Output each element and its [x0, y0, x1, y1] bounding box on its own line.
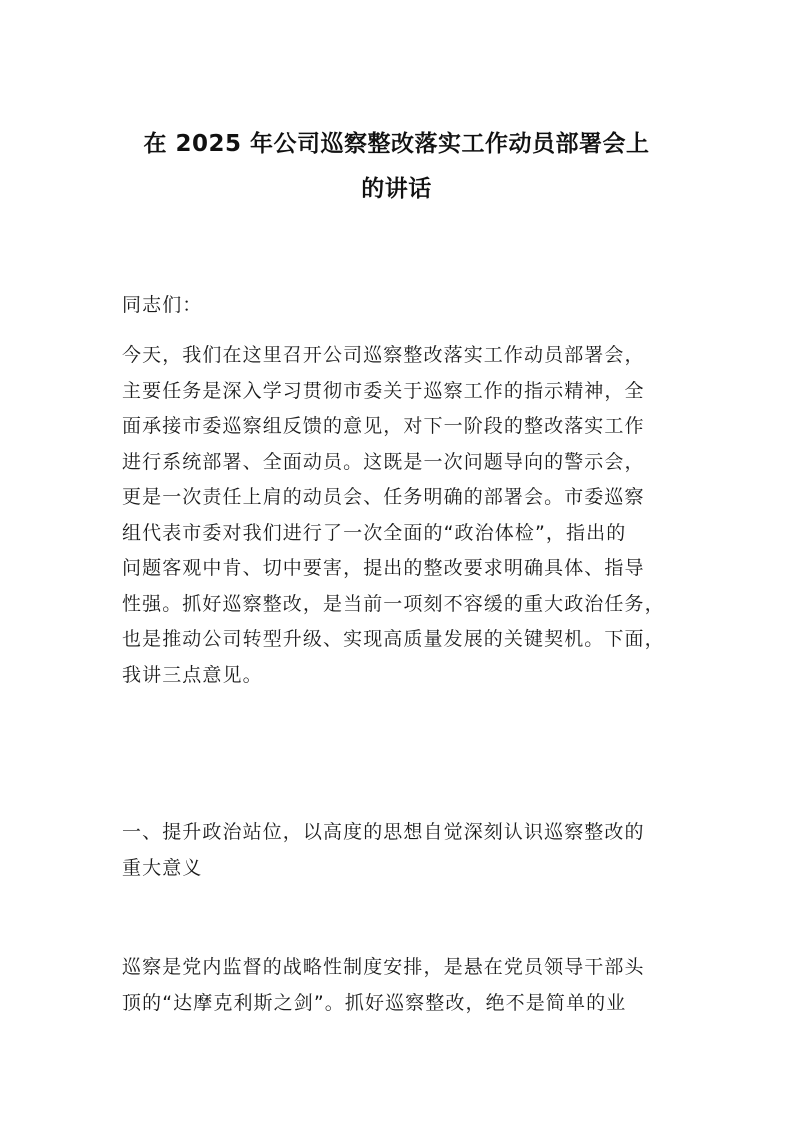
greeting-text: 同志们： — [122, 294, 203, 316]
paragraph-line: 面承接市委巡察组反馈的意见，对下一阶段的整改落实工作 — [122, 415, 645, 437]
heading-line: 一、提升政治站位，以高度的思想自觉深刻认识巡察整改的 — [122, 821, 645, 843]
paragraph-line: 顶的“达摩克利斯之剑”。抓好巡察整改，绝不是简单的业 — [122, 991, 627, 1014]
paragraph-line: 进行系统部署、全面动员。这既是一次问题导向的警示会， — [122, 450, 645, 473]
paragraph-line: 也是推动公司转型升级、实现高质量发展的关键契机。下面， — [122, 628, 665, 650]
paragraph-line: 性强。抓好巡察整改，是当前一项刻不容缓的重大政治任务， — [122, 592, 665, 615]
paragraph-line: 问题客观中肯、切中要害，提出的整改要求明确具体、指导 — [122, 557, 645, 579]
title-line-2: 的讲话 — [361, 176, 432, 202]
paragraph-line: 主要任务是深入学习贯彻市委关于巡察工作的指示精神，全 — [122, 379, 645, 402]
paragraph-line: 组代表市委对我们进行了一次全面的“政治体检”，指出的 — [122, 521, 627, 544]
paragraph-line: 更是一次责任上肩的动员会、任务明确的部署会。市委巡察 — [122, 486, 645, 508]
paragraph-line: 巡察是党内监督的战略性制度安排，是悬在党员领导干部头 — [122, 956, 645, 978]
greeting — [122, 288, 674, 324]
section-heading-1 — [122, 815, 674, 886]
title-line-1: 在 2025 年公司巡察整改落实工作动员部署会上 — [143, 131, 650, 157]
document-title — [110, 122, 683, 212]
paragraph-2 — [122, 950, 674, 1021]
paragraph-line: 今天，我们在这里召开公司巡察整改落实工作动员部署会， — [122, 344, 645, 366]
paragraph-line: 我讲三点意见。 — [122, 663, 263, 686]
paragraph-1 — [122, 338, 674, 693]
heading-line: 重大意义 — [122, 856, 203, 879]
